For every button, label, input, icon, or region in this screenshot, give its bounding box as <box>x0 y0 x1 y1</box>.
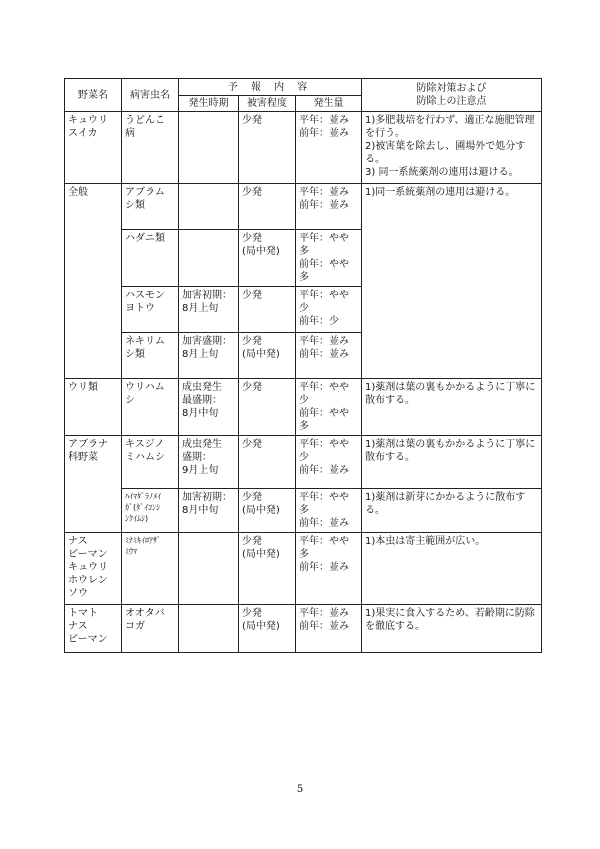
amount-text: 平年：やや多 前年：やや多 <box>299 233 349 283</box>
crop-cell <box>65 533 122 605</box>
pest-cell <box>122 379 179 436</box>
pest-text: ﾊｲﾏﾀﾞﾗﾉﾒｲ ｶﾞ(ﾀﾞｲｺﾝｼ ﾝｸｲﾑｼ) <box>125 492 161 523</box>
crop-text: トマト ナス ピーマン <box>68 608 108 645</box>
amount-text: 平年：並み 前年：並み <box>299 115 349 139</box>
table-row <box>65 489 542 533</box>
damage-text: 少発 (局中発) <box>242 536 280 560</box>
pest-forecast-table <box>64 78 542 653</box>
timing-text: 成虫発生 盛期： 9月上旬 <box>182 439 222 476</box>
header-damage: 被害程度 <box>239 96 296 112</box>
crop-cell <box>65 184 122 379</box>
amount-cell <box>296 230 362 287</box>
header-amount: 発生量 <box>296 96 362 112</box>
damage-cell <box>239 333 296 379</box>
damage-text: 少発 <box>242 290 262 301</box>
timing-cell <box>179 533 239 605</box>
measures-text: 1)多肥栽培を行わず、適正な施肥管理を行う。 2)被害葉を除去し、圃場外で処分する。 3) 同一系統薬剤の連用は避ける。 <box>365 115 535 178</box>
crop-text: ナス ピーマン キュウリ ホウレン ソウ <box>68 536 108 599</box>
amount-cell <box>296 287 362 333</box>
timing-cell <box>179 605 239 653</box>
amount-cell <box>296 489 362 533</box>
header-pest: 病害虫名 <box>122 79 179 112</box>
amount-cell <box>296 112 362 184</box>
timing-cell <box>179 436 239 489</box>
amount-text: 平年：やや少 前年：並み <box>299 439 349 476</box>
pest-cell <box>122 230 179 287</box>
table-row <box>65 379 542 436</box>
amount-text: 平年：並み 前年：並み <box>299 608 349 632</box>
header-measures-text: 防除対策および 防除上の注意点 <box>416 83 487 107</box>
damage-text: 少発 <box>242 382 262 393</box>
measures-cell <box>362 489 542 533</box>
damage-text: 少発 (局中発) <box>242 233 280 257</box>
timing-cell <box>179 379 239 436</box>
timing-cell <box>179 287 239 333</box>
damage-cell <box>239 287 296 333</box>
amount-text: 平年：並み 前年：並み <box>299 336 349 360</box>
measures-cell <box>362 112 542 184</box>
pest-text: ﾐﾅﾐｷｲﾛｱｻﾞ ﾐｳﾏ <box>125 536 161 556</box>
measures-text: 1)薬剤は葉の裏もかかるように丁寧に散布する。 <box>365 439 536 463</box>
table-row <box>65 605 542 653</box>
measures-cell <box>362 436 542 489</box>
table-row <box>65 533 542 605</box>
crop-text: ウリ類 <box>68 382 98 393</box>
amount-cell <box>296 184 362 230</box>
damage-cell <box>239 184 296 230</box>
pest-text: ハダニ類 <box>125 233 165 244</box>
measures-text: 1)果実に食入するため、若齢期に防除を徹底する。 <box>365 608 535 632</box>
timing-cell <box>179 112 239 184</box>
header-forecast: 予 報 内 容 <box>179 79 362 96</box>
pest-cell <box>122 489 179 533</box>
header-measures <box>362 79 542 112</box>
damage-cell <box>239 489 296 533</box>
crop-cell <box>65 112 122 184</box>
damage-text: 少発 <box>242 187 262 198</box>
crop-text: 全般 <box>68 187 88 198</box>
timing-cell <box>179 333 239 379</box>
timing-text: 加害盛期： 8月上旬 <box>182 336 232 360</box>
pest-text: うどんこ 病 <box>125 115 165 139</box>
timing-cell <box>179 489 239 533</box>
pest-text: ハスモン ヨトウ <box>125 290 165 314</box>
damage-text: 少発 (局中発) <box>242 336 280 360</box>
pest-cell <box>122 184 179 230</box>
pest-text: キスジノ ミハムシ <box>125 439 165 463</box>
pest-cell <box>122 287 179 333</box>
pest-text: アブラム シ類 <box>125 187 165 211</box>
amount-cell <box>296 436 362 489</box>
amount-cell <box>296 379 362 436</box>
timing-text: 成虫発生 最盛期： 8月中旬 <box>182 382 222 419</box>
amount-text: 平年：並み 前年：並み <box>299 187 349 211</box>
measures-text: 1)本虫は寄主範囲が広い。 <box>365 536 486 547</box>
table-row <box>65 436 542 489</box>
timing-text: 加害初期： 8月上旬 <box>182 290 232 314</box>
measures-cell <box>362 533 542 605</box>
damage-cell <box>239 230 296 287</box>
timing-cell <box>179 230 239 287</box>
measures-cell <box>362 605 542 653</box>
crop-cell <box>65 436 122 533</box>
amount-text: 平年：やや少 前年：少 <box>299 290 349 327</box>
page-number: 5 <box>296 784 304 795</box>
pest-cell <box>122 605 179 653</box>
amount-cell <box>296 333 362 379</box>
crop-text: キュウリ スイカ <box>68 115 108 139</box>
damage-cell <box>239 112 296 184</box>
measures-cell <box>362 379 542 436</box>
amount-text: 平年：やや少 前年：やや多 <box>299 382 349 432</box>
measures-text: 1)薬剤は葉の裏もかかるように丁寧に散布する。 <box>365 382 536 406</box>
damage-text: 少発 (局中発) <box>242 608 280 632</box>
damage-cell <box>239 533 296 605</box>
header-crop: 野菜名 <box>65 79 122 112</box>
timing-text: 加害初期： 8月中旬 <box>182 492 232 516</box>
damage-cell <box>239 436 296 489</box>
measures-cell <box>362 184 542 379</box>
pest-cell <box>122 112 179 184</box>
pest-cell <box>122 533 179 605</box>
damage-text: 少発 (局中発) <box>242 492 280 516</box>
damage-cell <box>239 605 296 653</box>
damage-cell <box>239 379 296 436</box>
measures-text: 1)薬剤は新芽にかかるように散布する。 <box>365 492 526 516</box>
damage-text: 少発 <box>242 115 262 126</box>
pest-cell <box>122 333 179 379</box>
amount-text: 平年：やや多 前年：並み <box>299 536 349 573</box>
pest-text: オオタバ コガ <box>125 608 165 632</box>
table-row <box>65 184 542 230</box>
timing-cell <box>179 184 239 230</box>
amount-text: 平年：やや多 前年：並み <box>299 492 349 529</box>
header-timing: 発生時期 <box>179 96 239 112</box>
pest-text: ウリハム シ <box>125 382 165 406</box>
amount-cell <box>296 533 362 605</box>
crop-cell <box>65 379 122 436</box>
damage-text: 少発 <box>242 439 262 450</box>
measures-text: 1)同一系統薬剤の連用は避ける。 <box>365 187 516 198</box>
crop-cell <box>65 605 122 653</box>
pest-cell <box>122 436 179 489</box>
crop-text: アブラナ 科野菜 <box>68 439 108 463</box>
amount-cell <box>296 605 362 653</box>
table-row <box>65 112 542 184</box>
pest-text: ネキリム シ類 <box>125 336 165 360</box>
